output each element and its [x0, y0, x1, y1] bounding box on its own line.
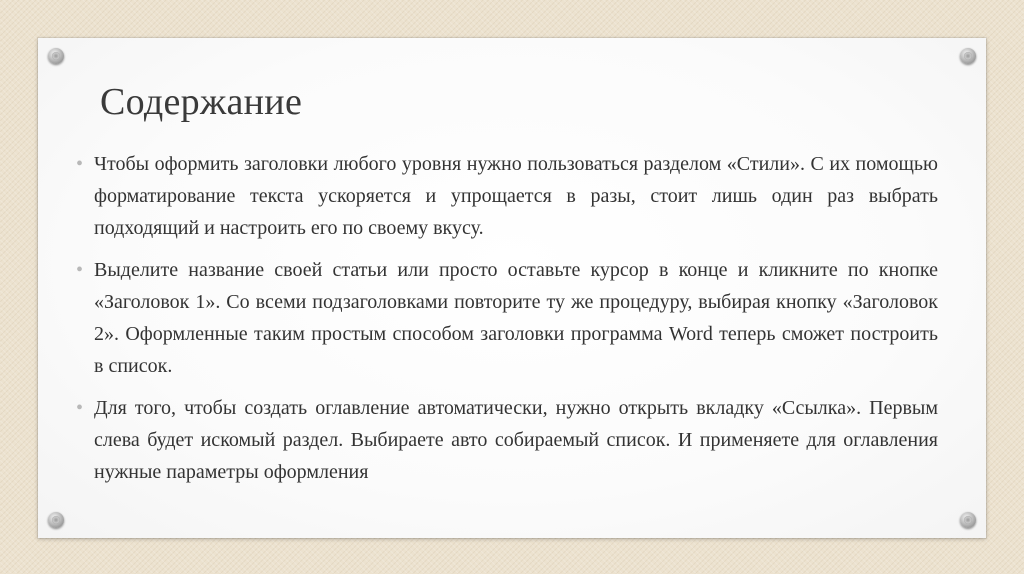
- pushpin-icon: [48, 48, 64, 64]
- pushpin-icon: [960, 48, 976, 64]
- bullet-icon: •: [76, 397, 84, 419]
- bullet-icon: •: [76, 259, 84, 281]
- list-item: [78, 254, 938, 382]
- content-list: [78, 148, 938, 498]
- list-item-text: Выделите название своей статьи или просто оставьте курсор в конце и кликните по кнопке «Заголовок 1». Со всеми подзаголовками повторите ту же процедуру, выбирая кнопку «Заголовок 2». Оформленные таким простым способом заголовки программа Word теперь сможет построить в список.: [94, 259, 938, 377]
- list-item: [78, 148, 938, 244]
- list-item-text: Чтобы оформить заголовки любого уровня нужно пользоваться разделом «Стили». С их помощью форматирование текста ускоряется и упрощается в разы, стоит лишь один раз выбрать подходящий и настроить его по своему вкусу.: [94, 153, 938, 239]
- bullet-icon: •: [76, 153, 84, 175]
- slide-title: Содержание: [100, 81, 303, 123]
- pushpin-icon: [960, 512, 976, 528]
- list-item-text: Для того, чтобы создать оглавление автоматически, нужно открыть вкладку «Ссылка». Первым слева будет искомый раздел. Выбираете авто собираемый список. И применяете для оглавления нужные параметры оформления: [94, 397, 938, 483]
- pushpin-icon: [48, 512, 64, 528]
- slide-card: [38, 38, 986, 538]
- list-item: [78, 392, 938, 488]
